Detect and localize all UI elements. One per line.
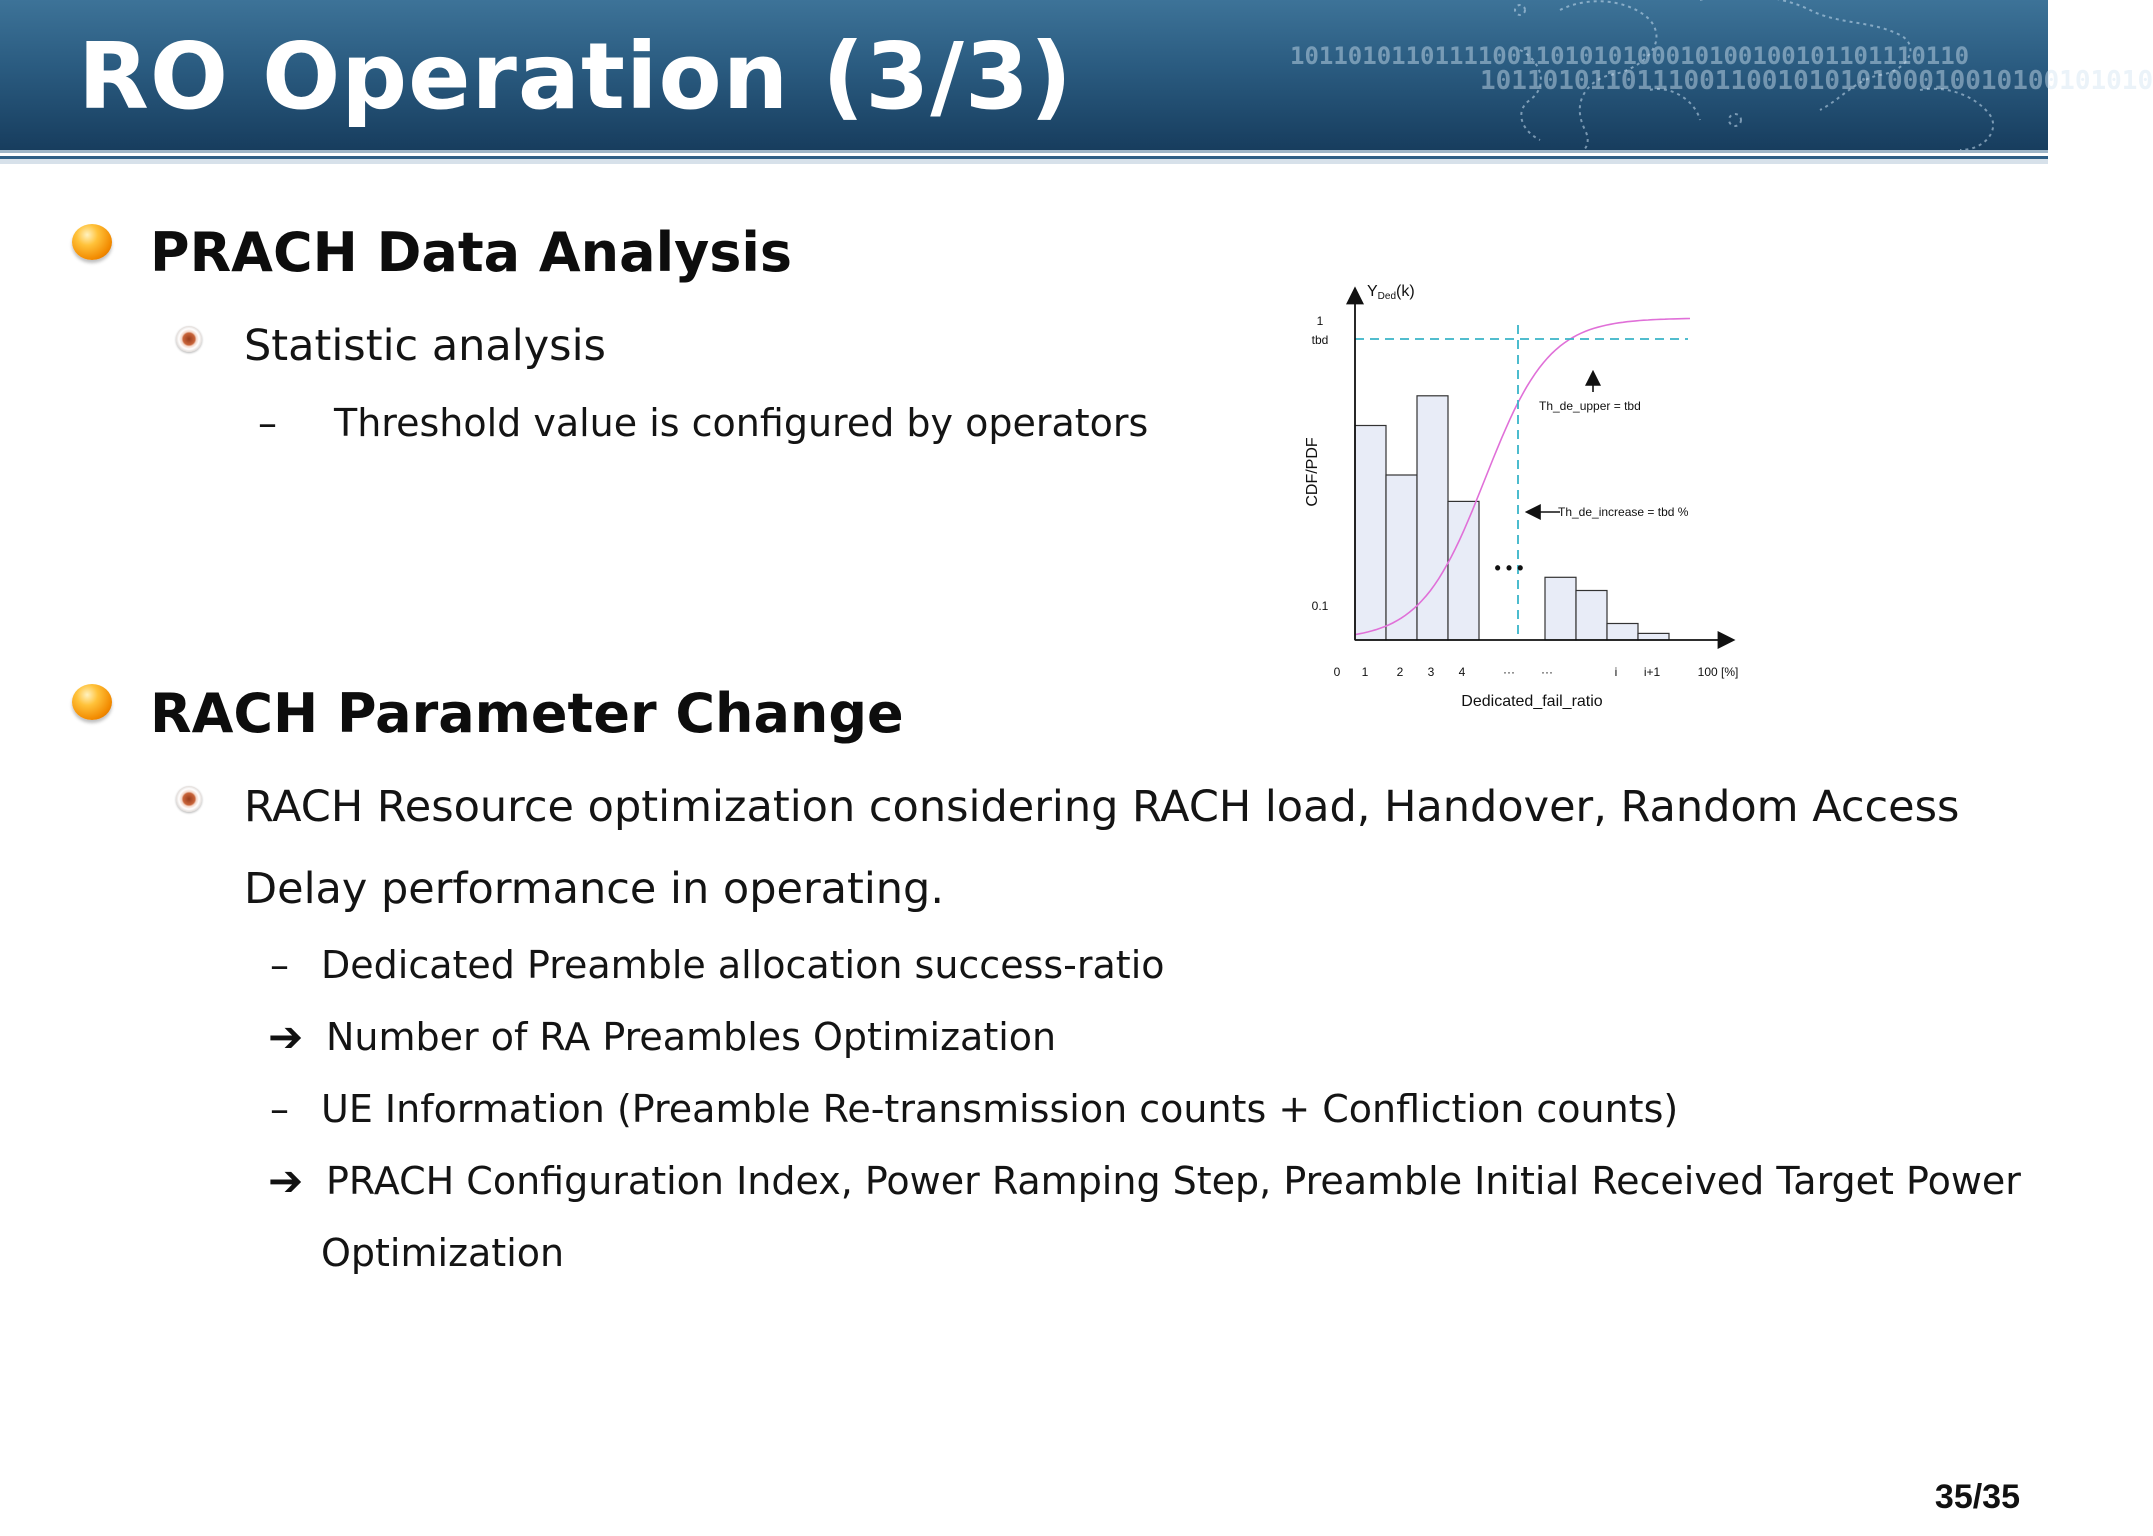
annotation-th-de-increase: Th_de_increase = tbd %: [1558, 505, 1689, 519]
page-number: 35/35: [1934, 1478, 2020, 1516]
y-axis-label: CDF/PDF: [1304, 437, 1321, 507]
x-tick-label: 100 [%]: [1697, 665, 1739, 679]
section-heading-prach: PRACH Data Analysis: [150, 221, 793, 284]
x-tick-labels: [1334, 665, 1739, 679]
slide-title: RO Operation (3/3): [78, 23, 1073, 130]
ellipsis-mark: • • •: [1494, 558, 1524, 578]
histogram-bar: [1607, 624, 1638, 641]
histogram-bar: [1355, 426, 1386, 641]
histogram-bar: [1386, 475, 1417, 640]
section-heading-rach: RACH Parameter Change: [150, 682, 904, 745]
x-tick-label: 4: [1458, 665, 1466, 679]
dash-marker: –: [258, 401, 277, 445]
y-tick-label: 1: [1316, 314, 1324, 328]
histogram-bar: [1417, 396, 1448, 640]
x-tick-label: i: [1614, 665, 1618, 679]
sub-item-statistic-analysis: Statistic analysis: [244, 321, 606, 371]
ring-bullet-icon: [176, 326, 202, 352]
histogram-bar: [1638, 633, 1669, 640]
x-tick-label: 1: [1361, 665, 1369, 679]
histogram-bar: [1448, 501, 1479, 640]
sub-item-rach-resource-line1: RACH Resource optimization considering RACH load, Handover, Random Access: [244, 782, 1960, 832]
arrow-right-icon: ➔: [268, 1012, 304, 1061]
x-tick-label: ···: [1503, 665, 1515, 679]
x-tick-label: 3: [1427, 665, 1435, 679]
dash-marker: –: [270, 943, 289, 987]
arrow-right-icon: ➔: [268, 1156, 304, 1205]
y-axis-title: YDed(k): [1367, 283, 1415, 302]
cdf-pdf-chart: [1290, 270, 1760, 720]
detail-prach-config-continuation: Optimization: [321, 1231, 565, 1275]
histogram-bar: [1576, 591, 1607, 641]
x-tick-label: 0: [1333, 665, 1341, 679]
y-tick-label: 0.1: [1311, 599, 1329, 613]
orange-bullet-icon: [72, 684, 112, 720]
x-axis-label: Dedicated_fail_ratio: [1461, 693, 1603, 710]
annotation-th-de-upper: Th_de_upper = tbd: [1539, 399, 1641, 413]
x-tick-label: ···: [1541, 665, 1553, 679]
binary-decoration: 10110101101111001101010100010100100101101110110: [1290, 42, 1970, 70]
y-tick-label: tbd: [1311, 333, 1329, 347]
detail-ue-information: UE Information (Preamble Re-transmission counts + Confliction counts): [321, 1087, 1679, 1131]
detail-dedicated-preamble: Dedicated Preamble allocation success-ratio: [321, 943, 1165, 987]
dash-marker: –: [270, 1087, 289, 1131]
ring-bullet-icon: [176, 786, 202, 812]
slide-header: [0, 0, 2153, 150]
detail-threshold: Threshold value is configured by operators: [334, 401, 1149, 445]
x-tick-label: i+1: [1643, 665, 1661, 679]
sub-item-rach-resource-line2: Delay performance in operating.: [244, 864, 945, 914]
detail-prach-config: PRACH Configuration Index, Power Ramping Step, Preamble Initial Received Target Power: [326, 1159, 2021, 1203]
histogram-bar: [1545, 577, 1576, 640]
header-divider: [0, 150, 2048, 164]
orange-bullet-icon: [72, 224, 112, 260]
x-tick-label: 2: [1396, 665, 1404, 679]
detail-ra-preambles-opt: Number of RA Preambles Optimization: [326, 1015, 1057, 1059]
binary-decoration: 1011010110111001100101010100010010100101010: [1480, 66, 2153, 96]
